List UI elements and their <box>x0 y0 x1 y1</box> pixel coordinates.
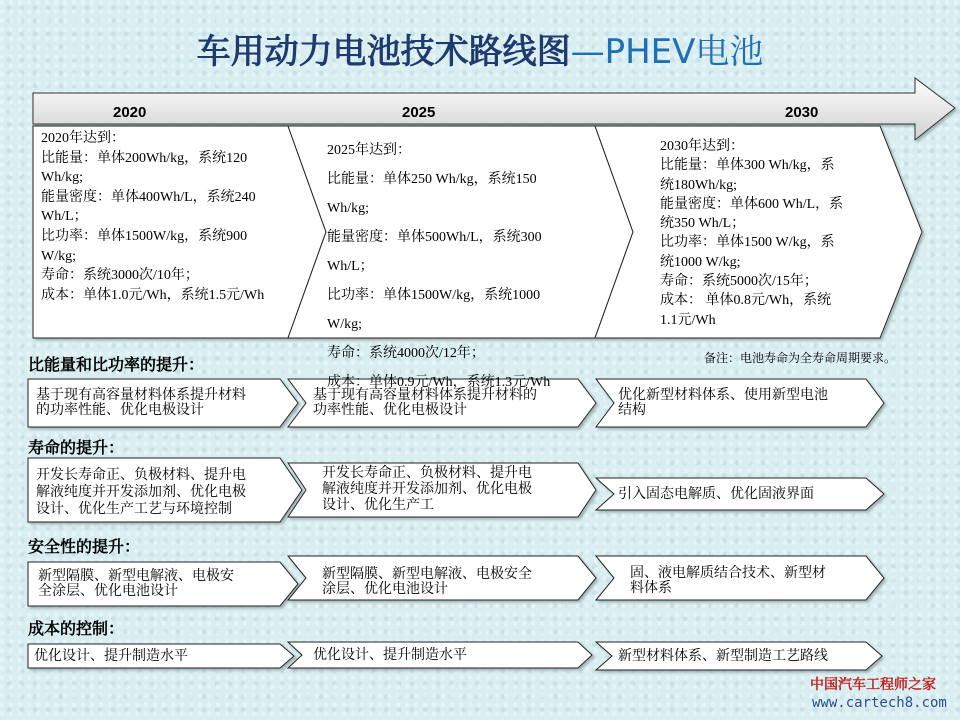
cell-line: 料体系 <box>630 580 672 596</box>
section-title-energy-power: 比能量和比功率的提升： <box>28 355 205 374</box>
cell-text-4-3 <box>618 649 828 664</box>
note-text: 备注：电池寿命为全寿命周期要求。 <box>704 351 897 365</box>
cell-text-2-3 <box>618 487 814 502</box>
year-2030: 2030 <box>785 104 819 121</box>
cell-text-4-1 <box>34 649 188 664</box>
target-line: 比功率：单体1500 W/kg，系 <box>660 235 835 251</box>
title-main: 车用动力电池技术路线图 <box>196 32 571 72</box>
section-title-cost: 成本的控制： <box>28 619 125 638</box>
target-line: 2025年达到： <box>327 143 411 158</box>
cell-line: 基于现有高容量材料体系提升材料 <box>36 387 246 403</box>
target-line: 能量密度：单体500Wh/L，系统300 <box>327 230 542 245</box>
target-line: Wh/kg; <box>327 201 369 216</box>
cell-line: 的功率性能、优化电极设计 <box>36 402 204 418</box>
cell-line: 优化设计、提升制造水平 <box>34 648 188 664</box>
cell-text-2-1 <box>36 467 246 518</box>
target-line: Wh/kg; <box>41 170 83 186</box>
target-line: 比能量：单体250 Wh/kg，系统150 <box>327 172 537 187</box>
target-line: 寿命：系统3000次/10年； <box>41 268 199 284</box>
target-2025-text <box>327 136 617 390</box>
target-2020-text <box>41 129 264 305</box>
target-line: 统350 Wh/L； <box>660 216 746 232</box>
cell-line: 结构 <box>618 402 646 418</box>
target-line: 1.1元/Wh <box>660 312 716 328</box>
cell-line: 固、液电解质结合技术、新型材 <box>630 565 826 581</box>
cell-line: 解液纯度并开发添加剂、优化电极 <box>322 481 532 497</box>
cell-text-3-3 <box>630 566 826 596</box>
target-line: 比功率：单体1500W/kg，系统1000 <box>327 288 541 303</box>
cell-line: 新型隔膜、新型电解液、电极安全 <box>322 566 532 582</box>
target-line: 2030年达到： <box>660 139 744 154</box>
target-line: W/kg; <box>41 248 76 264</box>
cell-line: 优化新型材料体系、使用新型电池 <box>618 387 828 403</box>
target-line: 比能量：单体200Wh/kg，系统120 <box>41 150 248 166</box>
target-line: 比能量：单体300 Wh/kg，系 <box>660 158 835 174</box>
target-2030-text <box>660 137 843 330</box>
year-2020: 2020 <box>113 104 147 121</box>
cell-line: 优化设计、提升制造水平 <box>313 647 467 663</box>
target-line: Wh/L； <box>41 209 88 225</box>
cell-text-4-2 <box>313 648 467 663</box>
target-line: 比功率：单体1500W/kg，系统900 <box>41 228 248 244</box>
target-line: W/kg; <box>327 317 362 332</box>
cell-line: 开发长寿命正、负极材料、提升电 <box>36 467 246 483</box>
cell-line: 开发长寿命正、负极材料、提升电 <box>322 465 532 481</box>
watermark-url: www.cartech8.com <box>812 695 947 711</box>
cell-line: 引入固态电解质、优化固液界面 <box>618 486 814 502</box>
cell-line: 设计、优化生产工 <box>322 497 434 513</box>
cell-text-1-2 <box>313 388 537 418</box>
target-line: 寿命：系统4000次/12年； <box>327 346 485 361</box>
target-line: 成本： 单体0.8元/Wh，系统 <box>660 293 832 309</box>
target-line: 2020年达到： <box>41 131 125 146</box>
target-line: 统180Wh/kg; <box>660 177 737 193</box>
target-line: 能量密度：单体600 Wh/L，系 <box>660 196 844 212</box>
section-title-lifetime: 寿命的提升： <box>28 438 125 457</box>
target-line: 统1000 W/kg; <box>660 254 741 270</box>
target-line: 寿命：系统5000次/15年； <box>660 274 818 290</box>
cell-line: 新型材料体系、新型制造工艺路线 <box>618 648 828 664</box>
target-line: Wh/L； <box>327 259 374 274</box>
cell-text-2-2 <box>322 465 532 513</box>
title-dash: — <box>570 32 605 72</box>
cell-text-1-3 <box>618 388 828 418</box>
target-line: 成本：单体0.9元/Wh，系统1.3元/Wh <box>327 375 551 390</box>
cell-line: 设计、优化生产工艺与环境控制 <box>36 501 232 517</box>
target-line: 能量密度：单体400Wh/L，系统240 <box>41 189 256 205</box>
year-2025: 2025 <box>402 104 436 121</box>
cell-text-3-1 <box>38 569 234 599</box>
watermark-name: 中国汽车工程师之家 <box>810 677 936 693</box>
cell-line: 基于现有高容量材料体系提升材料的 <box>313 387 537 403</box>
cell-line: 新型隔膜、新型电解液、电极安 <box>38 568 234 584</box>
title-sub: PHEV电池 <box>604 32 764 72</box>
cell-text-3-2 <box>322 567 532 597</box>
cell-line: 涂层、优化电池设计 <box>322 581 448 597</box>
cell-line: 功率性能、优化电极设计 <box>313 402 467 418</box>
target-line: 成本：单体1.0元/Wh，系统1.5元/Wh <box>41 287 265 303</box>
cell-line: 解液纯度并开发添加剂、优化电极 <box>36 484 246 500</box>
section-title-safety: 安全性的提升： <box>28 537 141 556</box>
cell-text-1-1 <box>36 388 246 418</box>
cell-line: 全涂层、优化电池设计 <box>38 583 178 599</box>
strategy-chevrons <box>28 379 884 670</box>
